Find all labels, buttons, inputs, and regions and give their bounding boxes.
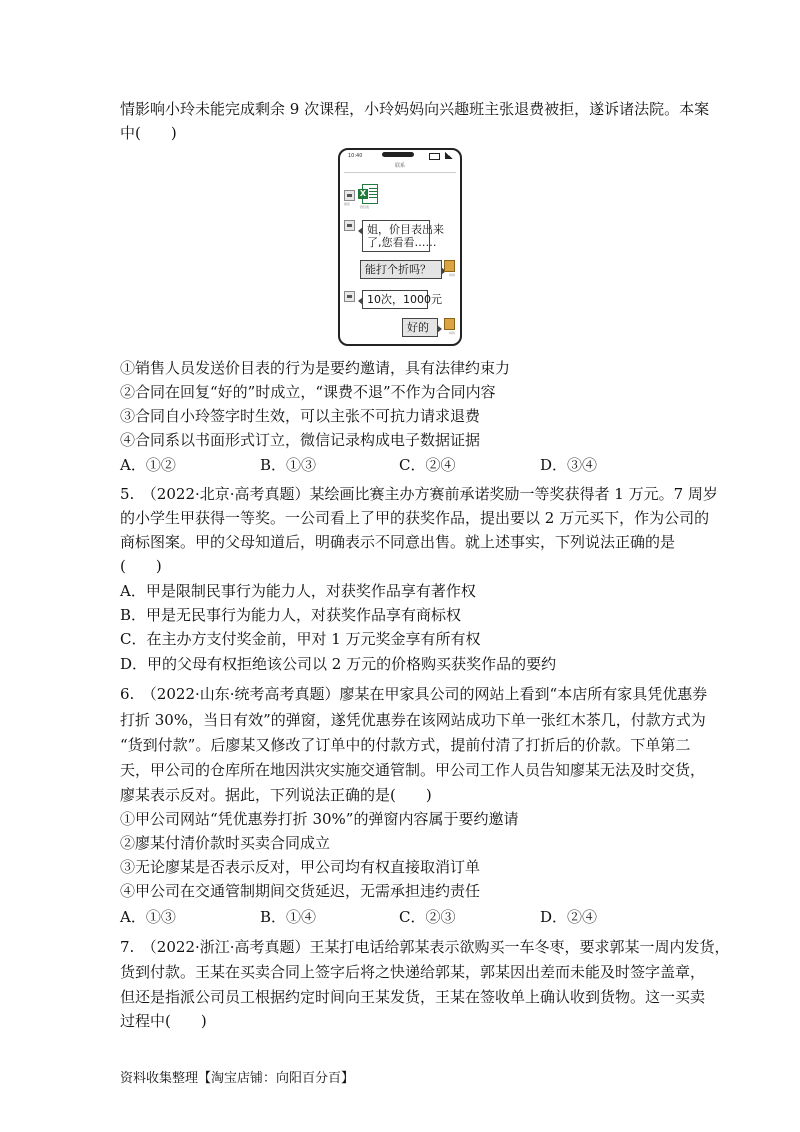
chat-divider <box>344 172 456 173</box>
statement-2: ②合同在回复“好的”时成立，“课费不退”不作为合同内容 <box>120 383 496 401</box>
message-text: 10次，1000元 <box>367 293 442 306</box>
q7-line-3: 但还是指派公司员工根据约定时间向王某发货，王某在签收单上确认收到货物。这一买卖 <box>120 988 706 1006</box>
q6-line-1: 6. （2022·山东·统考高考真题）廖某在甲家具公司的网站上看到“本店所有家具凭优惠券 <box>120 685 708 703</box>
q6-line-4: 天，甲公司的仓库所在地因洪灾实施交通管制。甲公司工作人员告知廖某无法及时交货， <box>120 761 706 779</box>
avatar-caption-mother: 妈妈 <box>448 273 455 277</box>
statement-4: ④合同系以书面形式订立，微信记录构成电子数据证据 <box>120 431 481 449</box>
option-b: B．①③ <box>260 456 317 474</box>
message-bubble-discount <box>360 260 442 279</box>
q5-option-b: B．甲是无民事行为能力人，对获奖作品享有商标权 <box>120 606 462 624</box>
q5-line-3: 商标图案。甲的父母知道后，明确表示不同意出售。就上述事实，下列说法正确的是 <box>120 533 676 551</box>
option-a: A．①② <box>120 456 176 474</box>
q5-line-4: ( ) <box>120 557 162 575</box>
chat-phone-illustration <box>338 148 462 346</box>
battery-icon <box>429 153 440 160</box>
chat-title: 联系 <box>394 163 405 169</box>
option-c: C．②④ <box>399 456 456 474</box>
q6-line-5: 廖某表示反对。据此，下列说法正确的是( ) <box>120 786 432 804</box>
q6-option-a: A．①③ <box>120 908 176 926</box>
q5-option-a: A．甲是限制民事行为能力人，对获奖作品享有著作权 <box>120 582 476 600</box>
message-bubble-offer <box>362 290 442 309</box>
q6-statement-1: ①甲公司网站“凭优惠券打折 30%”的弹窗内容属于要约邀请 <box>120 810 519 828</box>
statement-3: ③合同自小玲签字时生效，可以主张不可抗力请求退费 <box>120 407 481 425</box>
q6-statement-4: ④甲公司在交通管制期间交货延迟，无需承担违约责任 <box>120 882 481 900</box>
q6-line-3: “货到付款”。后廖某又修改了订单中的付款方式，提前付清了打折后的价款。下单第二 <box>120 736 691 754</box>
avatar-icon-mother <box>444 260 455 272</box>
avatar-icon-seller <box>344 190 355 201</box>
avatar-caption-seller: 销售 <box>344 202 351 206</box>
q6-option-b: B．①④ <box>260 908 317 926</box>
statement-1: ①销售人员发送价目表的行为是要约邀请，具有法律约束力 <box>120 359 511 377</box>
q6-option-d: D．②④ <box>540 908 598 926</box>
q5-line-1: 5. （2022·北京·高考真题）某绘画比赛主办方赛前承诺奖励一等奖获得者 1 万元。7 周岁 <box>120 485 718 503</box>
q7-line-1: 7. （2022·浙江·高考真题）王某打电话给郭某表示欲购买一车冬枣，要求郭某一周内发货， <box>120 938 730 956</box>
q7-line-2: 货到付款。王某在买卖合同上签字后将之快递给郭某，郭某因出差而未能及时签字盖章， <box>120 963 706 981</box>
message-text: 姐，价目表出来 <box>367 223 444 236</box>
file-caption: 价目表 <box>360 205 370 209</box>
message-text: 好的 <box>407 321 429 334</box>
q5-option-d: D．甲的父母有权拒绝该公司以 2 万元的价格购买获奖作品的要约 <box>120 655 557 673</box>
q6-line-2: 打折 30%，当日有效”的弹窗，遂凭优惠券在该网站成功下单一张红木茶几，付款方式为 <box>120 711 706 729</box>
page-footer: 资料收集整理【淘宝店铺：向阳百分百】 <box>120 1071 355 1086</box>
excel-file-icon <box>362 184 378 204</box>
q6-option-c: C．②③ <box>399 908 456 926</box>
phone-notch <box>382 152 414 157</box>
signal-icon <box>445 152 453 159</box>
avatar-icon-mother <box>444 318 455 330</box>
q6-statement-2: ②廖某付清价款时买卖合同成立 <box>120 834 331 852</box>
avatar-caption-mother: 妈妈 <box>448 331 455 335</box>
message-bubble-ok <box>402 318 438 337</box>
message-text: 了,您看看…… <box>367 236 437 249</box>
q5-option-c: C．在主办方支付奖金前，甲对 1 万元奖金享有所有权 <box>120 630 481 648</box>
q6-statement-3: ③无论廖某是否表示反对，甲公司均有权直接取消订单 <box>120 858 481 876</box>
option-d: D．③④ <box>540 456 598 474</box>
avatar-icon-seller <box>344 291 355 302</box>
q5-line-2: 的小学生甲获得一等奖。一公司看上了甲的获奖作品，提出要以 2 万元买下，作为公司的 <box>120 509 710 527</box>
text-line-1: 情影响小玲未能完成剩余 9 次课程，小玲妈妈向兴趣班主张退费被拒，遂诉诸法院。本案 <box>120 100 710 118</box>
phone-status-time: 10:40 <box>348 153 363 159</box>
text-line-2: 中( ) <box>120 124 177 142</box>
q7-line-4: 过程中( ) <box>120 1012 207 1030</box>
message-text: 能打个折吗？ <box>365 263 431 276</box>
avatar-icon-seller <box>344 220 355 231</box>
message-bubble-price-list <box>362 220 444 252</box>
